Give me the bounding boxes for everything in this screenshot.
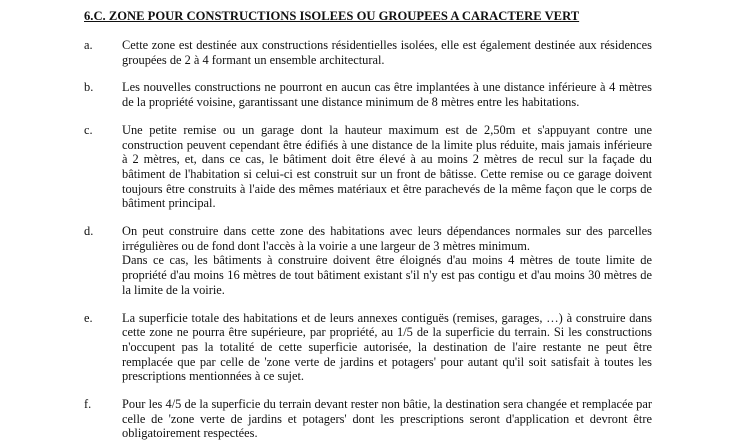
clause-letter: f.: [84, 397, 92, 412]
clause-d: [84, 224, 652, 298]
clause-e: [84, 311, 652, 385]
clause-paragraph: Pour les 4/5 de la superficie du terrain devant rester non bâtie, la destination sera changée et remplacée par celle de 'zone verte de jardins et potagers' dont les prescriptions seront d'application et devront être obligatoirement respectées.: [122, 397, 652, 441]
clause-paragraph: Les nouvelles constructions ne pourront en aucun cas être implantées à une distance inférieure à 4 mètres de la propriété voisine, garantissant une distance minimum de 8 mètres entre les habitations.: [122, 80, 652, 110]
clause-paragraph: On peut construire dans cette zone des habitations avec leurs dépendances normales sur des parcelles irrégulières ou de fond dont l'accès à la voirie a une largeur de 3 mètres minimum.: [122, 224, 652, 253]
clause-letter: a.: [84, 38, 93, 52]
clause-text: [122, 397, 652, 441]
clause-a: [84, 38, 652, 67]
clause-text: [122, 224, 652, 298]
clause-paragraph: Cette zone est destinée aux constructions résidentielles isolées, elle est également destinée aux résidences groupées de 2 à 4 formant un ensemble architectural.: [122, 38, 652, 67]
clause-text: [122, 38, 652, 67]
clause-paragraph: La superficie totale des habitations et de leurs annexes contiguës (remises, garages, …) à construire dans cette zone ne pourra être supérieure, par propriété, au 1/5 de la superficie du terrain. Si les constructions n'occupent pas la totalité de cette superficie autorisée, la destination de l'aire restante ne peut être remplacée que par celle de 'zone verte de jardins et potagers' pour autant qu'il soit satisfait à toutes les prescriptions mentionnées à ce sujet.: [122, 310, 652, 384]
clause-letter: b.: [84, 80, 94, 95]
clause-text: [122, 80, 652, 109]
clause-c: [84, 123, 652, 211]
clause-paragraph: Dans ce cas, les bâtiments à construire doivent être éloignés d'au moins 4 mètres de toute limite de propriété d'au moins 16 mètres de tout bâtiment existant s'il n'y est pas contigu et d'au moins 30 mètres de la limite de la voirie.: [122, 253, 652, 297]
clause-letter: e.: [84, 310, 93, 325]
clause-f: [84, 397, 652, 441]
clause-letter: c.: [84, 122, 93, 137]
clause-letter: d.: [84, 224, 94, 239]
clause-paragraph: Une petite remise ou un garage dont la hauteur maximum est de 2,50m et s'appuyant contre une construction peuvent cependant être édifiés à une distance de la limite plus réduite, mais jamais inférieure à 2 mètres, et, dans ce cas, le bâtiment doit être élevé à au moins 2 mètres de recul sur la façade du bâtiment de l'habitation si celui-ci est construit sur un front de bâtisse. Cette remise ou ce garage doivent toujours être construits à l'aide des mêmes matériaux et être parachevés de la même façon que le corps de bâtiment principal.: [122, 122, 652, 211]
clause-b: [84, 80, 652, 109]
section-heading: 6.C. ZONE POUR CONSTRUCTIONS ISOLEES OU GROUPEES A CARACTERE VERT: [84, 9, 580, 23]
clause-text: [122, 311, 652, 385]
clause-text: [122, 123, 652, 211]
